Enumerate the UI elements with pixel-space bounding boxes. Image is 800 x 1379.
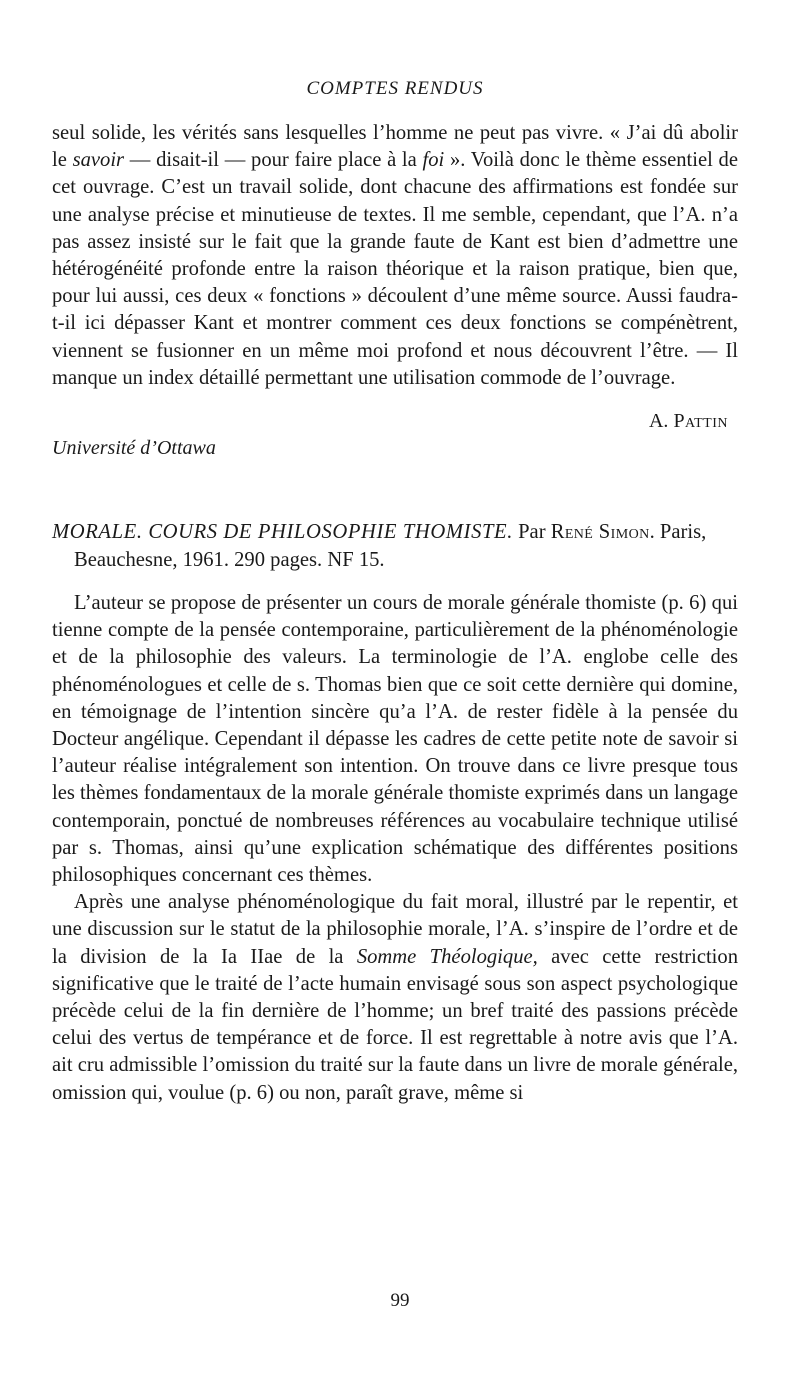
review1-emphasis-savoir: savoir (72, 149, 125, 172)
review2-title: MORALE. COURS DE PHILOSOPHIE THOMISTE. (52, 521, 513, 544)
review2-p2-emphasis: Somme Théologique, (356, 945, 538, 968)
review2-by: Par (512, 521, 551, 544)
review2-paragraph-2 (52, 889, 738, 1107)
running-head: COMPTES RENDUS (306, 78, 484, 99)
review1-emphasis-foi: foi (422, 149, 445, 172)
review2-heading (52, 518, 738, 574)
review1-text-a: seul solide, les vérités sans lesquelles l’homme ne peut pas vivre. « J’ai dû abolir le (52, 122, 738, 172)
page (52, 78, 738, 1107)
signature-name: Pattin (673, 410, 728, 433)
review2-author: René Simon (550, 521, 650, 544)
reviewer-signature (52, 410, 738, 433)
page-number: 99 (390, 1290, 410, 1311)
review1-text-c: ». Voilà donc le thème essentiel de cet ouvrage. C’est un travail solide, dont chacune des affirmations est fondée sur une analyse précise et minutieuse de textes. Il me semble, cependant, que l’A. n’a pas assez insisté sur le fait que la grande faute de Kant est bien d’admettre une hétérogénéité profonde entre la raison théorique et la raison pratique, bien que, pour lui aussi, ces deux « fonctions » découlent d’une même source. Aussi faudra-t-il ici dépasser Kant et montrer comment ces deux fonctions se compénètrent, viennent se fusionner en un même moi profond et nous découvrent l’être. — Il manque un index détaillé permettant une utilisation commode de l’ouvrage. (52, 149, 738, 389)
review2-publication: . Paris, Beauchesne, 1961. 290 pages. NF 15. (74, 521, 707, 572)
review2-p2-text-a: Après une analyse phénoménologique du fait moral, illustré par le repentir, et une discussion sur le statut de la philosophie morale, l’A. s’inspire de l’ordre et de la division de la Ia IIae de la (52, 891, 738, 968)
review1-text-b: — disait-il — pour faire place à la (124, 149, 423, 172)
signature-initial: A. (648, 410, 669, 433)
review1-paragraph (52, 120, 738, 392)
review2-p2-text-b: avec cette restriction significative que le traité de l’acte humain envisagé sous son aspect psychologique précède celui de la fin dernière de l’homme; un bref traité des passions précède celui des vertus de tempérance et de force. Il est regrettable à notre avis que l’A. ait cru admissible l’omission du traité sur la faute dans un livre de morale générale, omission qui, voulue (p. 6) ou non, paraît grave, même si (52, 945, 738, 1104)
reviewer-affiliation: Université d’Ottawa (52, 437, 216, 460)
review2-paragraph-1: L’auteur se propose de présenter un cours de morale générale thomiste (p. 6) qui tienne compte de la pensée contemporaine, particulièrement de la phénoménologie et de la philosophie des valeurs. La terminologie de l’A. englobe celle des phénoménologues et celle de s. Thomas bien que ce soit cette dernière qui domine, en témoignage de l’intention sincère qu’a l’A. de rester fidèle à la pensée du Docteur angélique. Cependant il dépasse les cadres de cette petite note de savoir si l’auteur réalise intégralement son intention. On trouve dans ce livre presque tous les thèmes fondamentaux de la morale générale thomiste exprimés dans un langage contemporain, ponctué de nombreuses références au vocabulaire technique utilisé par s. Thomas, ainsi qu’une explication schématique des différentes positions philosophiques concernant ces thèmes. (52, 592, 738, 887)
